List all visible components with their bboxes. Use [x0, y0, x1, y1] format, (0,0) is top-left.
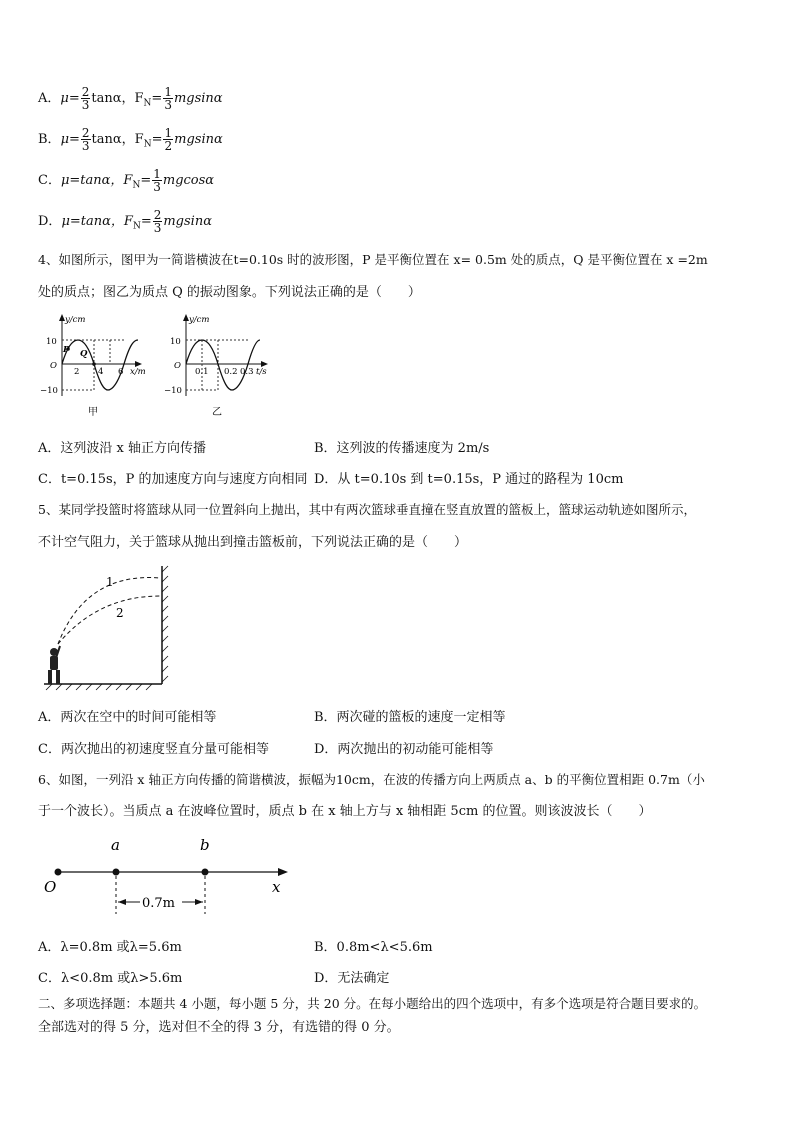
origin-point: [55, 869, 62, 876]
section2-line2: 全部选对的得 5 分，选对但不全的得 3 分，有选错的得 0 分。: [38, 1020, 400, 1035]
frac-den: 3: [153, 221, 162, 235]
frac-num: 2: [153, 208, 162, 222]
frac-den: 3: [153, 180, 161, 194]
player-figure: [48, 646, 60, 684]
label-a: a: [111, 836, 120, 854]
q3-option-c: [38, 168, 214, 193]
q5-option-a: A．两次在空中的时间可能相等: [38, 710, 217, 725]
q6-option-a: A．λ=0.8m 或λ=5.6m: [38, 940, 182, 955]
trajectory-label-1: 1: [106, 575, 114, 589]
label-o: O: [44, 878, 57, 896]
x-label: x/m: [130, 367, 146, 377]
frac-den: 3: [164, 98, 172, 112]
caption-yi: 乙: [212, 407, 222, 418]
fraction: [81, 86, 91, 111]
q3-option-b: [38, 127, 223, 152]
q6-option-c: C．λ<0.8m 或λ>5.6m: [38, 971, 183, 986]
y-tick: 10: [46, 337, 57, 347]
x-tick: 2: [74, 367, 80, 377]
q4-option-b: B．这列波的传播速度为 2m/s: [314, 441, 490, 456]
option-label: D．: [38, 214, 62, 229]
fraction: [163, 86, 173, 111]
q6-figure: [38, 830, 298, 920]
label-q: Q: [80, 349, 88, 359]
q4-stem-line2: 处的质点；图乙为质点 Q 的振动图象。下列说法正确的是（ ）: [38, 285, 421, 300]
x-axis-arrow: [278, 868, 288, 876]
q4-figures: [38, 310, 288, 422]
q3-option-a: [38, 86, 223, 111]
label-b: b: [200, 836, 210, 854]
tail-text: mgcosα: [162, 173, 215, 188]
tail-text: mgsinα: [163, 214, 212, 229]
label-p: P: [63, 345, 70, 355]
q5-option-d: D．两次抛出的初动能可能相等: [314, 742, 494, 757]
q4-stem-line1: 4、如图所示，图甲为一简谐横波在t=0.10s 时的波形图，P 是平衡位置在 x= 0.5m 处的质点，Q 是平衡位置在 x =2m: [38, 252, 708, 267]
tail-text: mgsinα: [174, 132, 223, 147]
subscript: N: [143, 139, 152, 150]
q6-stem-line1: 6、如图，一列沿 x 轴正方向传播的简谐横波，振幅为10cm，在波的传播方向上两质点 a、b 的平衡位置相距 0.7m（小: [38, 772, 705, 787]
graph-yi: [164, 314, 268, 418]
option-label: A．: [38, 91, 61, 106]
q6-stem-line2: 于一个波长）。当质点 a 在波峰位置时，质点 b 在 x 轴上方与 x 轴相距 5cm 的位置。则该波波长（ ）: [38, 804, 652, 819]
frac-den: 3: [81, 139, 90, 153]
tail-text: mgsinα: [173, 91, 223, 106]
wall-hatching: [162, 566, 168, 682]
q6-option-b: B．0.8m<λ<5.6m: [314, 940, 433, 955]
q5-stem-line1: 5、某同学投篮时将篮球从同一位置斜向上抛出，其中有两次篮球垂直撞在竖直放置的篮板上，篮球运动轨迹如图所示，: [38, 502, 696, 517]
fraction: [152, 168, 162, 193]
frac-num: 1: [164, 85, 172, 99]
x-tick: 0.2: [224, 367, 238, 377]
eq-sign: =: [151, 132, 163, 147]
frac-den: 3: [81, 98, 90, 112]
frac-num: 2: [81, 85, 90, 99]
q5-figure: [38, 562, 178, 694]
q4-option-d: D．从 t=0.10s 到 t=0.15s，P 通过的路程为 10cm: [314, 472, 624, 487]
wave-curve: [62, 340, 138, 390]
eq-sign: =: [140, 214, 152, 229]
q4-option-c: C．t=0.15s，P 的加速度方向与速度方向相同: [38, 472, 308, 487]
dim-arrowhead-right: [195, 899, 203, 905]
q5-option-b: B．两次碰的篮板的速度一定相等: [314, 710, 506, 725]
frac-num: 1: [164, 126, 173, 140]
y-tick: −10: [40, 386, 58, 396]
point-a: [113, 869, 120, 876]
q6-option-d: D．无法确定: [314, 971, 390, 986]
x-label: t/s: [256, 367, 267, 377]
trajectory-2: [58, 596, 160, 644]
subscript: N: [132, 221, 141, 232]
section2-line1: 二、多项选择题：本题共 4 小题，每小题 5 分，共 20 分。在每小题给出的四个选项中，有多个选项是符合题目要求的。: [38, 996, 707, 1011]
frac-num: 2: [81, 126, 90, 140]
mu-text: μ=tanα，F: [61, 214, 133, 229]
fraction: [81, 127, 91, 152]
option-label: C．: [38, 173, 61, 188]
label-x: x: [272, 878, 281, 896]
q5-stem-line2: 不计空气阻力，关于篮球从抛出到撞击篮板前，下列说法正确的是（ ）: [38, 535, 468, 550]
point-b: [202, 869, 209, 876]
mid-text: tanα，F: [91, 132, 144, 147]
trajectory-label-2: 2: [116, 606, 124, 620]
fraction: [153, 209, 163, 234]
x-tick: 0.1: [195, 367, 209, 377]
x-tick: 0.3: [240, 367, 254, 377]
origin-label: O: [50, 361, 57, 371]
q5-option-c: C．两次抛出的初速度竖直分量可能相等: [38, 742, 269, 757]
x-tick: 4: [98, 367, 104, 377]
ground-hatching: [46, 684, 152, 690]
fraction: [163, 127, 173, 152]
graph-jia: [40, 314, 146, 418]
point-q: [92, 362, 96, 366]
vibration-curve: [186, 340, 260, 390]
x-tick: 6: [118, 367, 124, 377]
subscript: N: [143, 98, 152, 109]
y-tick: 10: [170, 337, 181, 347]
caption-jia: 甲: [88, 407, 98, 418]
origin-label: O: [174, 361, 181, 371]
dim-arrowhead-left: [118, 899, 126, 905]
q3-option-d: [38, 209, 212, 234]
eq-sign: =: [151, 91, 163, 106]
mu-text: μ=: [60, 91, 80, 106]
mu-text: μ=: [60, 132, 80, 147]
frac-num: 1: [153, 167, 161, 181]
frac-den: 2: [164, 139, 173, 153]
eq-sign: =: [140, 173, 152, 188]
mu-text: μ=tanα，F: [60, 173, 133, 188]
distance-label: 0.7m: [142, 896, 176, 911]
y-tick: −10: [164, 386, 182, 396]
subscript: N: [132, 180, 141, 191]
y-label: y/cm: [189, 315, 210, 325]
q4-option-a: A．这列波沿 x 轴正方向传播: [38, 441, 206, 456]
mid-text: tanα，F: [91, 91, 144, 106]
y-label: y/cm: [65, 315, 86, 325]
option-label: B．: [38, 132, 61, 147]
